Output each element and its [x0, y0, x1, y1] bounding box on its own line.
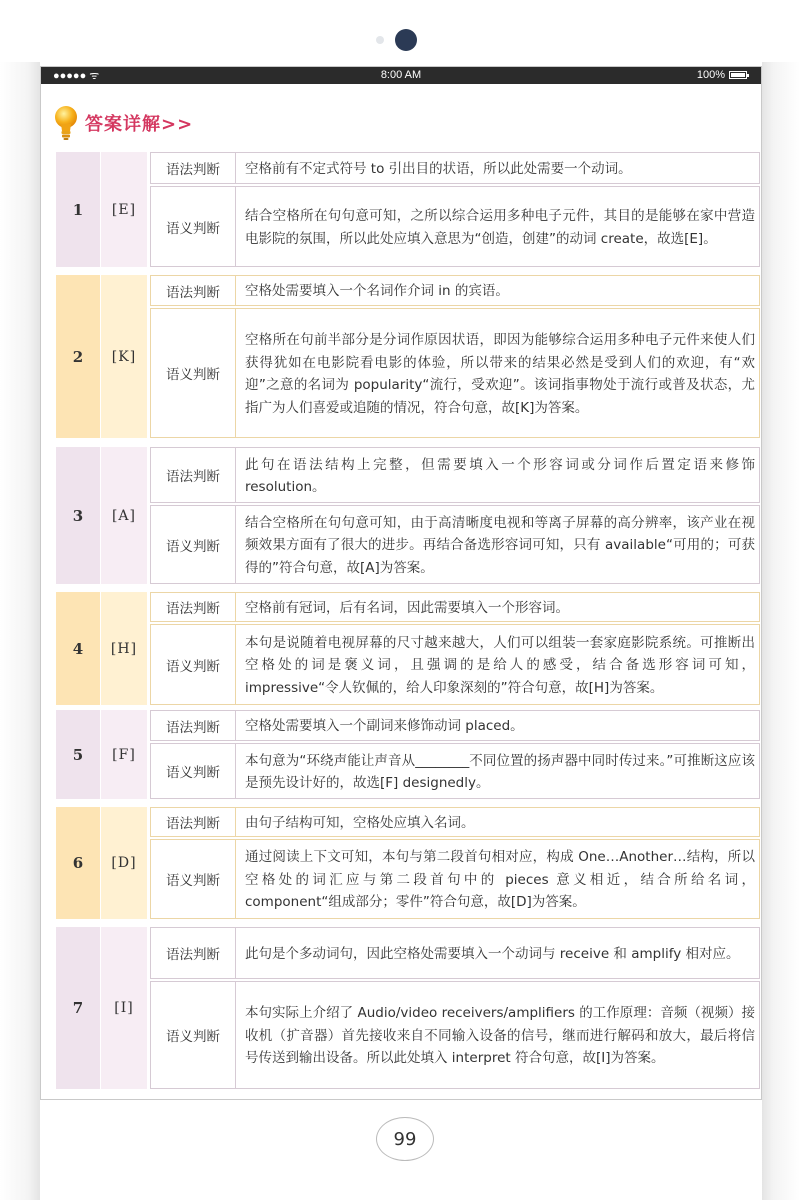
- grammar-row: [150, 592, 760, 622]
- semantic-row: [150, 505, 760, 584]
- sensor-dot: [376, 36, 384, 44]
- device-right-bezel: [762, 62, 800, 1200]
- item-number: 7: [72, 999, 84, 1017]
- item-number-cell: [56, 447, 100, 584]
- item-number-cell: [56, 592, 100, 705]
- semantic-text: 本句是说随着电视屏幕的尺寸越来越大，人们可以组装一套家庭影院系统。可推断出空格处的词是褒义词，且强调的是给人的感受，结合备选形容词可知，impressive“令人钦佩的，给人印象深刻的”符合句意，故[H]为答案。: [245, 634, 755, 696]
- semantic-text: 通过阅读上下文可知，本句与第二段首句相对应，构成 One…Another…结构，所以空格处的词汇应与第二段首句中的 pieces 意义相近，结合所给名词，component“组成部分；零件”符合句意，故[D]为答案。: [245, 849, 755, 911]
- semantic-row: [150, 186, 760, 267]
- section-header: [53, 103, 193, 143]
- answer-letter: [F]: [112, 746, 136, 763]
- answer-item-3: [56, 447, 762, 584]
- grammar-row: [150, 152, 760, 184]
- grammar-text: 由句子结构可知，空格处应填入名词。: [245, 814, 475, 831]
- grammar-label: 语法判断: [151, 711, 236, 740]
- semantic-label: 语义判断: [151, 625, 236, 704]
- answer-item-5: [56, 710, 762, 799]
- grammar-row: [150, 447, 760, 503]
- semantic-text: 本句实际上介绍了 Audio/video receivers/amplifiers 的工作原理：音频（视频）接收机（扩音器）首先接收来自不同输入设备的信号，继而进行解码和放大，最后将信号传送到输出设备。所以此处填入 interpret 符合句意，故[I]为答案。: [245, 1005, 755, 1067]
- grammar-label: 语法判断: [151, 448, 236, 502]
- answer-item-7: [56, 927, 762, 1089]
- answer-letter: [K]: [111, 348, 137, 365]
- semantic-text: 本句意为“环绕声能让声音从________不同位置的扬声器中同时传过来。”可推断这应该是预先设计好的，故选[F] designedly。: [245, 752, 755, 791]
- semantic-label: 语义判断: [151, 309, 236, 437]
- section-title: 答案详解>>: [85, 114, 194, 135]
- answer-letter: [A]: [111, 507, 137, 524]
- camera-icon: [395, 29, 417, 51]
- grammar-label: 语法判断: [151, 153, 236, 183]
- device-left-bezel: [0, 62, 40, 1200]
- answer-item-4: [56, 592, 762, 705]
- item-number: 6: [72, 854, 84, 872]
- grammar-row: [150, 710, 760, 741]
- semantic-row: [150, 981, 760, 1089]
- grammar-label: 语法判断: [151, 808, 236, 836]
- grammar-row: [150, 927, 760, 979]
- grammar-label: 语法判断: [151, 928, 236, 978]
- item-number-cell: [56, 710, 100, 799]
- status-time: 8:00 AM: [380, 69, 422, 81]
- grammar-text: 空格处需要填入一个名词作介词 in 的宾语。: [245, 283, 509, 300]
- item-number: 4: [72, 639, 84, 658]
- grammar-text: 此句是个多动词句，因此空格处需要填入一个动词与 receive 和 amplify 相对应。: [245, 945, 740, 962]
- semantic-row: [150, 839, 760, 919]
- battery-status: [697, 69, 747, 81]
- semantic-text: 结合空格所在句句意可知，由于高清晰度电视和等离子屏幕的高分辨率，该产业在视频效果方面有了很大的进步。再结合备选形容词可知，只有 available“可用的；可获得的”符合句意，故[A]为答案。: [245, 514, 755, 576]
- answer-item-1: [56, 152, 762, 267]
- tablet-screen: [40, 66, 762, 1100]
- page-number-badge: [376, 1117, 434, 1161]
- answer-letter-cell: [100, 152, 147, 267]
- answer-letter-cell: [100, 710, 147, 799]
- answer-letter: [D]: [111, 855, 137, 871]
- signal-strength-icon: ●●●●● ᯤ: [53, 70, 100, 82]
- semantic-label: 语义判断: [151, 982, 236, 1088]
- semantic-text: 空格所在句前半部分是分词作原因状语，即因为能够综合运用多种电子元件来使人们获得犹如在电影院看电影的体验，所以带来的结果必然是受到人们的欢迎，有“欢迎”之意的名词为 popularity“流行，受欢迎”。该词指事物处于流行或普及状态，尤指广为人们喜爱或追随的情况，符合句意，故[K]为答案。: [245, 332, 755, 416]
- item-number-cell: [56, 927, 100, 1089]
- answer-letter-cell: [100, 927, 147, 1089]
- item-number: 2: [72, 347, 84, 366]
- answer-letter: [E]: [111, 201, 137, 218]
- answer-item-2: [56, 275, 762, 438]
- semantic-label: 语义判断: [151, 840, 236, 918]
- grammar-label: 语法判断: [151, 593, 236, 621]
- grammar-row: [150, 275, 760, 306]
- battery-icon: [729, 71, 747, 79]
- answer-letter-cell: [100, 807, 147, 919]
- grammar-label: 语法判断: [151, 276, 236, 305]
- grammar-text: 空格前有冠词，后有名词，因此需要填入一个形容词。: [245, 599, 569, 616]
- semantic-label: 语义判断: [151, 187, 236, 266]
- item-number: 5: [72, 745, 84, 764]
- device-top-bezel: [0, 0, 800, 62]
- semantic-label: 语义判断: [151, 744, 236, 798]
- grammar-text: 空格前有不定式符号 to 引出目的状语，所以此处需要一个动词。: [245, 160, 632, 177]
- lightbulb-icon: [53, 104, 79, 142]
- item-number-cell: [56, 152, 100, 267]
- grammar-row: [150, 807, 760, 837]
- grammar-text: 此句在语法结构上完整，但需要填入一个形容词或分词作后置定语来修饰 resolution。: [245, 456, 755, 495]
- answer-letter: [H]: [110, 640, 138, 657]
- grammar-text: 空格处需要填入一个副词来修饰动词 placed。: [245, 718, 524, 735]
- semantic-row: [150, 624, 760, 705]
- semantic-row: [150, 743, 760, 799]
- semantic-label: 语义判断: [151, 506, 236, 583]
- item-number-cell: [56, 807, 100, 919]
- answer-letter: [I]: [114, 1000, 134, 1016]
- semantic-text: 结合空格所在句句意可知，之所以综合运用多种电子元件，其目的是能够在家中营造电影院的氛围，所以此处应填入意思为“创造，创建”的动词 create，故选[E]。: [245, 208, 755, 247]
- item-number: 1: [72, 200, 84, 219]
- item-number-cell: [56, 275, 100, 438]
- answer-item-6: [56, 807, 762, 919]
- item-number: 3: [72, 506, 84, 525]
- status-bar: [41, 67, 761, 84]
- answer-letter-cell: [100, 275, 147, 438]
- page-number: 99: [393, 1129, 417, 1150]
- semantic-row: [150, 308, 760, 438]
- answer-letter-cell: [100, 447, 147, 584]
- answer-letter-cell: [100, 592, 147, 705]
- battery-percent: 100%: [696, 69, 725, 81]
